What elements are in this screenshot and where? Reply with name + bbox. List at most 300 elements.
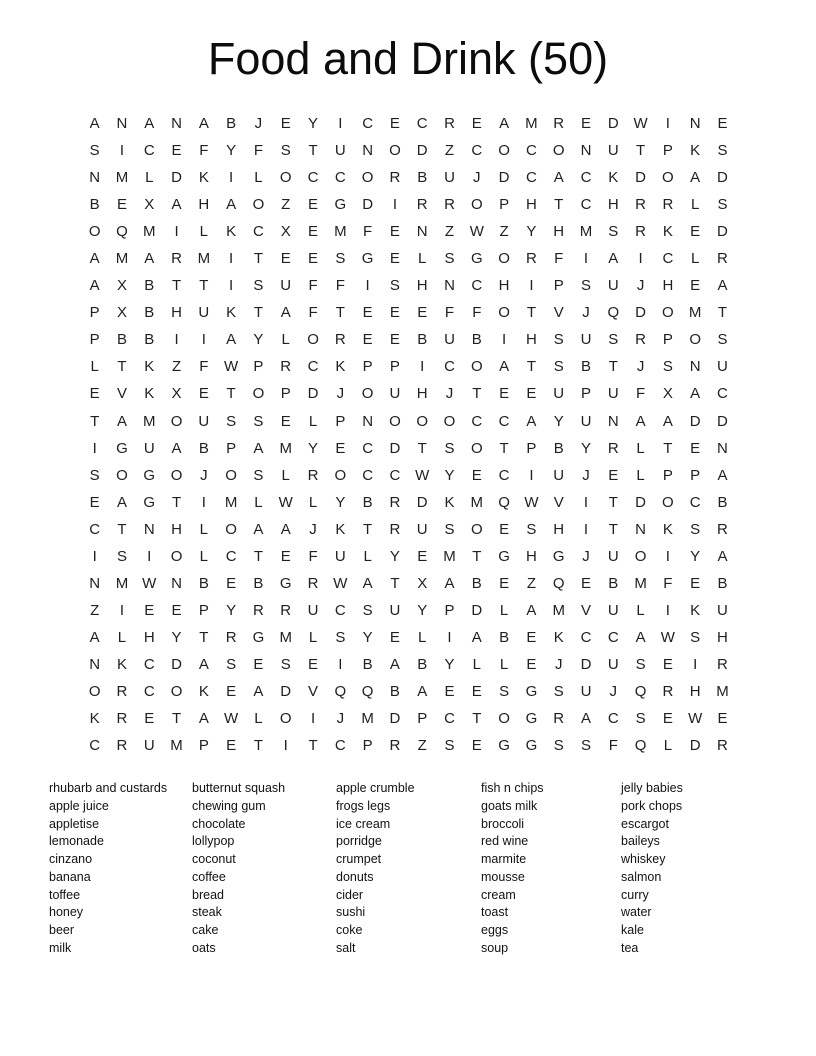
grid-letter: D bbox=[689, 737, 701, 755]
grid-letter: R bbox=[444, 115, 455, 133]
grid-letter: A bbox=[144, 250, 155, 268]
grid-letter: I bbox=[338, 655, 343, 673]
grid-letter: E bbox=[253, 655, 264, 673]
grid-letter: A bbox=[499, 358, 510, 376]
grid-letter: N bbox=[89, 574, 101, 592]
grid-letter: Y bbox=[444, 466, 455, 484]
grid-letter: B bbox=[198, 574, 209, 592]
grid-letter: W bbox=[469, 223, 484, 241]
grid-letter: H bbox=[416, 277, 428, 295]
grid-letter: A bbox=[89, 115, 100, 133]
word-item: baileys bbox=[621, 834, 660, 849]
word-item: frogs legs bbox=[336, 798, 391, 813]
grid-letter: O bbox=[389, 142, 401, 160]
grid-letter: T bbox=[363, 520, 373, 538]
grid-letter: U bbox=[334, 142, 346, 160]
word-item: water bbox=[621, 905, 652, 920]
grid-letter: U bbox=[334, 547, 346, 565]
grid-letter: F bbox=[308, 277, 318, 295]
grid-letter: O bbox=[443, 412, 456, 430]
grid-letter: M bbox=[170, 737, 183, 755]
grid-letter: U bbox=[717, 601, 728, 619]
grid-letter: L bbox=[254, 710, 263, 728]
grid-letter: T bbox=[171, 493, 182, 511]
grid-letter: L bbox=[308, 412, 318, 430]
word-item: appletise bbox=[49, 816, 100, 831]
grid-letter: F bbox=[363, 223, 373, 241]
grid-letter: Y bbox=[389, 547, 400, 565]
grid-letter: C bbox=[498, 466, 510, 484]
grid-letter: D bbox=[607, 115, 619, 133]
grid-letter: I bbox=[310, 710, 316, 728]
grid-letter: T bbox=[608, 358, 618, 376]
grid-letter: T bbox=[526, 358, 536, 376]
grid-letter: D bbox=[307, 385, 319, 403]
grid-letter: S bbox=[580, 737, 591, 755]
grid-letter: W bbox=[660, 628, 675, 646]
grid-letter: O bbox=[634, 547, 647, 565]
grid-letter: B bbox=[417, 169, 428, 187]
grid-letter: K bbox=[89, 710, 100, 728]
grid-letter: U bbox=[580, 331, 592, 349]
grid-letter: E bbox=[308, 223, 319, 241]
word-item: eggs bbox=[481, 923, 509, 937]
grid-letter: A bbox=[280, 520, 291, 538]
word-item: lollypop bbox=[192, 834, 235, 849]
grid-letter: T bbox=[253, 737, 264, 755]
grid-letter: I bbox=[201, 493, 206, 511]
grid-letter: J bbox=[609, 683, 618, 700]
word-item: butternut squash bbox=[192, 781, 286, 795]
grid-letter: A bbox=[171, 196, 182, 214]
grid-letter: R bbox=[389, 493, 401, 511]
grid-letter: I bbox=[119, 142, 125, 160]
grid-letter: C bbox=[525, 142, 537, 160]
grid-letter: I bbox=[665, 601, 670, 619]
word-item: cream bbox=[481, 887, 516, 902]
grid-letter: H bbox=[525, 196, 537, 214]
grid-letter: B bbox=[89, 196, 100, 214]
word-item: apple juice bbox=[49, 798, 109, 813]
grid-letter: J bbox=[336, 710, 345, 728]
grid-letter: L bbox=[691, 250, 700, 268]
grid-letter: E bbox=[280, 250, 291, 268]
grid-letter: T bbox=[308, 142, 318, 160]
grid-letter: N bbox=[689, 115, 701, 133]
grid-letter: E bbox=[308, 196, 319, 214]
grid-letter: Q bbox=[552, 574, 565, 592]
grid-letter: O bbox=[170, 683, 183, 700]
grid-letter: F bbox=[472, 304, 482, 322]
grid-letter: Q bbox=[607, 304, 620, 322]
grid-letter: C bbox=[143, 142, 155, 160]
grid-letter: A bbox=[253, 520, 264, 538]
grid-letter: A bbox=[198, 710, 209, 728]
grid-letter: F bbox=[308, 547, 318, 565]
grid-letter: J bbox=[336, 385, 345, 403]
grid-letter: O bbox=[361, 385, 374, 403]
grid-letter: R bbox=[389, 737, 401, 755]
grid-letter: M bbox=[115, 250, 129, 268]
word-item: marmite bbox=[481, 852, 527, 866]
grid-letter: T bbox=[308, 737, 318, 755]
grid-letter: C bbox=[334, 601, 346, 619]
grid-letter: A bbox=[253, 683, 264, 700]
word-item: broccoli bbox=[481, 816, 525, 831]
grid-letter: C bbox=[471, 412, 483, 430]
grid-letter: A bbox=[608, 250, 619, 268]
grid-letter: B bbox=[580, 358, 591, 376]
word-item: kale bbox=[621, 923, 644, 937]
grid-letter: Y bbox=[226, 142, 237, 160]
grid-letter: T bbox=[253, 547, 264, 565]
grid-letter: B bbox=[499, 628, 510, 646]
word-list-column bbox=[336, 780, 481, 958]
grid-letter: E bbox=[226, 683, 237, 700]
word-item: toffee bbox=[49, 887, 81, 902]
grid-letter: Q bbox=[634, 683, 647, 700]
grid-letter: S bbox=[116, 547, 127, 565]
grid-letter: H bbox=[717, 628, 728, 646]
grid-letter: S bbox=[335, 628, 346, 646]
grid-letter: L bbox=[117, 628, 127, 646]
grid-letter: E bbox=[389, 223, 400, 241]
grid-letter: S bbox=[608, 331, 619, 349]
grid-letter: U bbox=[389, 601, 401, 619]
grid-letter: G bbox=[525, 683, 538, 700]
grid-letter: C bbox=[362, 466, 374, 484]
grid-letter: S bbox=[553, 737, 564, 755]
grid-letter: S bbox=[335, 250, 346, 268]
grid-letter: U bbox=[607, 277, 619, 295]
grid-letter: E bbox=[662, 655, 673, 673]
grid-letter: M bbox=[115, 169, 129, 187]
grid-letter: O bbox=[170, 412, 183, 430]
grid-letter: K bbox=[662, 520, 673, 538]
grid-letter: K bbox=[226, 223, 237, 241]
grid-letter: B bbox=[253, 574, 264, 592]
grid-letter: K bbox=[335, 358, 346, 376]
grid-letter: C bbox=[143, 655, 155, 673]
grid-letter: P bbox=[362, 737, 373, 755]
grid-letter: S bbox=[635, 655, 646, 673]
grid-letter: O bbox=[416, 412, 429, 430]
grid-letter: Q bbox=[334, 683, 347, 700]
grid-letter: M bbox=[579, 223, 593, 241]
grid-letter: G bbox=[334, 196, 347, 214]
grid-letter: G bbox=[279, 574, 292, 592]
word-item: cider bbox=[336, 887, 364, 902]
grid-letter: Y bbox=[526, 223, 537, 241]
grid-letter: A bbox=[144, 115, 155, 133]
grid-letter: D bbox=[416, 493, 428, 511]
grid-letter: I bbox=[119, 601, 125, 619]
grid-letter: A bbox=[526, 601, 537, 619]
grid-letter: N bbox=[416, 223, 428, 241]
grid-letter: T bbox=[472, 710, 482, 728]
grid-letter: C bbox=[416, 115, 428, 133]
grid-letter: F bbox=[554, 250, 564, 268]
grid-letter: F bbox=[199, 358, 209, 376]
grid-letter: A bbox=[471, 628, 482, 646]
grid-letter: L bbox=[281, 331, 290, 349]
word-item: porridge bbox=[336, 834, 382, 849]
grid-letter: C bbox=[89, 737, 101, 755]
grid-letter: D bbox=[471, 601, 483, 619]
grid-letter: D bbox=[171, 169, 182, 187]
grid-letter: O bbox=[116, 466, 128, 484]
grid-letter: E bbox=[526, 385, 537, 403]
grid-letter: X bbox=[116, 277, 127, 295]
grid-letter: F bbox=[335, 277, 345, 295]
grid-letter: E bbox=[389, 304, 400, 322]
grid-letter: T bbox=[226, 385, 236, 403]
grid-letter: S bbox=[553, 358, 564, 376]
grid-letter: F bbox=[663, 574, 673, 592]
grid-letter: G bbox=[143, 493, 156, 511]
grid-letter: Y bbox=[335, 493, 346, 511]
grid-letter: P bbox=[389, 358, 400, 376]
grid-letter: J bbox=[254, 115, 263, 133]
word-item: chewing gum bbox=[192, 798, 266, 813]
grid-letter: I bbox=[147, 547, 152, 565]
grid-letter: T bbox=[499, 439, 509, 457]
word-item: toast bbox=[481, 905, 509, 920]
grid-letter: R bbox=[717, 520, 728, 538]
grid-letter: E bbox=[389, 331, 400, 349]
grid-letter: M bbox=[142, 412, 156, 430]
grid-letter: I bbox=[174, 331, 179, 349]
grid-letter: N bbox=[580, 142, 592, 160]
grid-letter: E bbox=[171, 601, 182, 619]
grid-letter: G bbox=[525, 710, 538, 728]
grid-letter: P bbox=[89, 304, 100, 322]
grid-letter: E bbox=[280, 547, 291, 565]
grid-letter: Q bbox=[634, 737, 647, 755]
grid-letter: J bbox=[582, 547, 590, 565]
grid-letter: C bbox=[334, 737, 346, 755]
grid-letter: R bbox=[717, 655, 728, 673]
word-item: crumpet bbox=[336, 852, 382, 866]
grid-letter: E bbox=[226, 737, 237, 755]
grid-letter: S bbox=[253, 412, 264, 430]
grid-letter: U bbox=[607, 655, 619, 673]
grid-letter: R bbox=[307, 466, 319, 484]
grid-letter: D bbox=[580, 655, 592, 673]
grid-letter: T bbox=[199, 628, 209, 646]
word-item: donuts bbox=[336, 869, 374, 884]
grid-letter: E bbox=[690, 277, 701, 295]
grid-letter: A bbox=[171, 439, 182, 457]
grid-letter: H bbox=[553, 520, 565, 538]
grid-letter: O bbox=[470, 196, 483, 214]
grid-letter: M bbox=[279, 439, 292, 457]
grid-letter: C bbox=[525, 169, 537, 187]
grid-letter: J bbox=[582, 466, 590, 484]
grid-letter: G bbox=[552, 547, 565, 565]
grid-letter: S bbox=[553, 331, 564, 349]
grid-letter: U bbox=[717, 358, 728, 376]
grid-letter: Y bbox=[690, 547, 701, 565]
grid-letter: C bbox=[689, 493, 701, 511]
grid-letter: I bbox=[447, 628, 452, 646]
grid-letter: E bbox=[471, 466, 482, 484]
grid-letter: M bbox=[688, 304, 702, 322]
grid-letter: W bbox=[224, 358, 239, 376]
word-list-column bbox=[481, 780, 621, 958]
grid-letter: O bbox=[252, 385, 265, 403]
grid-letter: M bbox=[142, 223, 156, 241]
grid-letter: E bbox=[144, 710, 155, 728]
grid-letter: A bbox=[717, 466, 728, 484]
grid-letter: A bbox=[553, 169, 564, 187]
grid-letter: I bbox=[420, 358, 425, 376]
grid-letter: H bbox=[662, 277, 674, 295]
grid-letter: J bbox=[582, 304, 590, 322]
grid-letter: U bbox=[198, 412, 210, 430]
grid-letter: O bbox=[225, 466, 237, 484]
grid-letter: I bbox=[583, 520, 589, 538]
grid-letter: K bbox=[144, 358, 155, 376]
grid-letter: D bbox=[389, 439, 401, 457]
grid-letter: A bbox=[662, 412, 673, 430]
grid-letter: V bbox=[553, 493, 564, 511]
grid-letter: E bbox=[335, 439, 346, 457]
grid-letter: E bbox=[471, 683, 482, 700]
grid-letter: E bbox=[389, 250, 400, 268]
grid-letter: C bbox=[580, 196, 592, 214]
grid-letter: O bbox=[170, 547, 183, 565]
word-item: ice cream bbox=[336, 816, 391, 831]
grid-letter: Z bbox=[526, 574, 536, 592]
grid-letter: F bbox=[608, 737, 618, 755]
word-list-column bbox=[49, 780, 192, 958]
grid-letter: B bbox=[362, 655, 373, 673]
grid-letter: L bbox=[499, 655, 509, 673]
grid-letter: B bbox=[198, 439, 209, 457]
grid-letter: C bbox=[444, 710, 455, 728]
grid-letter: I bbox=[693, 655, 698, 673]
grid-letter: Y bbox=[226, 601, 237, 619]
grid-letter: S bbox=[444, 520, 455, 538]
grid-letter: U bbox=[580, 683, 592, 700]
grid-letter: M bbox=[443, 547, 456, 565]
grid-letter: W bbox=[415, 466, 430, 484]
grid-letter: H bbox=[553, 223, 565, 241]
grid-letter: N bbox=[717, 439, 728, 457]
grid-letter: K bbox=[226, 304, 237, 322]
grid-letter: F bbox=[199, 142, 209, 160]
grid-letter: E bbox=[580, 574, 591, 592]
grid-letter: O bbox=[170, 466, 183, 484]
grid-letter: D bbox=[717, 169, 728, 187]
grid-letter: M bbox=[634, 574, 647, 592]
grid-letter: X bbox=[280, 223, 291, 241]
grid-letter: W bbox=[524, 493, 539, 511]
grid-letter: C bbox=[389, 466, 401, 484]
grid-letter: P bbox=[226, 439, 237, 457]
grid-letter: R bbox=[116, 710, 128, 728]
grid-letter: E bbox=[417, 304, 428, 322]
grid-letter: T bbox=[608, 520, 618, 538]
grid-letter: E bbox=[362, 304, 373, 322]
word-item: sushi bbox=[336, 905, 366, 920]
grid-letter: R bbox=[607, 439, 619, 457]
grid-letter: A bbox=[526, 412, 537, 430]
grid-letter: C bbox=[334, 169, 346, 187]
word-item: oats bbox=[192, 940, 216, 955]
grid-letter: U bbox=[307, 601, 319, 619]
grid-letter: I bbox=[502, 331, 507, 349]
grid-letter: E bbox=[226, 574, 237, 592]
grid-letter: E bbox=[608, 466, 619, 484]
grid-letter: S bbox=[580, 277, 591, 295]
grid-letter: S bbox=[717, 196, 728, 214]
grid-letter: B bbox=[226, 115, 237, 133]
grid-letter: I bbox=[365, 277, 370, 295]
grid-letter: A bbox=[253, 439, 264, 457]
grid-letter: N bbox=[362, 412, 374, 430]
grid-letter: R bbox=[334, 331, 346, 349]
grid-letter: I bbox=[392, 196, 397, 214]
grid-letter: E bbox=[444, 683, 455, 700]
grid-letter: G bbox=[361, 250, 374, 268]
grid-letter: Z bbox=[281, 196, 291, 214]
grid-letter: B bbox=[144, 331, 155, 349]
grid-letter: H bbox=[198, 196, 210, 214]
grid-letter: Y bbox=[444, 655, 455, 673]
grid-letter: E bbox=[417, 547, 428, 565]
grid-letter: R bbox=[253, 601, 264, 619]
grid-letter: L bbox=[308, 628, 318, 646]
grid-letter: U bbox=[553, 385, 565, 403]
word-grid bbox=[81, 110, 736, 759]
grid-letter: U bbox=[444, 331, 455, 349]
grid-letter: E bbox=[308, 655, 319, 673]
grid-letter: L bbox=[472, 655, 481, 673]
grid-letter: J bbox=[636, 358, 645, 376]
grid-letter: D bbox=[635, 169, 646, 187]
grid-letter: A bbox=[198, 655, 209, 673]
word-item: steak bbox=[192, 905, 222, 920]
grid-letter: R bbox=[116, 737, 128, 755]
grid-letter: G bbox=[470, 250, 483, 268]
grid-letter: L bbox=[254, 169, 263, 187]
grid-letter: T bbox=[253, 250, 264, 268]
grid-letter: E bbox=[717, 710, 728, 728]
grid-letter: V bbox=[308, 683, 319, 700]
grid-letter: C bbox=[607, 710, 619, 728]
grid-letter: L bbox=[499, 601, 509, 619]
grid-letter: R bbox=[389, 169, 401, 187]
grid-letter: H bbox=[607, 196, 619, 214]
grid-letter: I bbox=[229, 169, 234, 187]
word-item: soup bbox=[481, 940, 509, 955]
grid-letter: A bbox=[690, 169, 701, 187]
grid-letter: E bbox=[499, 520, 510, 538]
grid-letter: R bbox=[280, 601, 292, 619]
grid-letter: B bbox=[608, 574, 619, 592]
grid-letter: I bbox=[529, 277, 534, 295]
word-item: bread bbox=[192, 887, 224, 902]
grid-letter: L bbox=[636, 601, 645, 619]
grid-letter: S bbox=[253, 277, 264, 295]
word-item: coffee bbox=[192, 869, 226, 884]
grid-letter: T bbox=[717, 304, 728, 322]
grid-letter: G bbox=[143, 466, 156, 484]
grid-letter: E bbox=[690, 223, 701, 241]
grid-letter: I bbox=[174, 223, 179, 241]
